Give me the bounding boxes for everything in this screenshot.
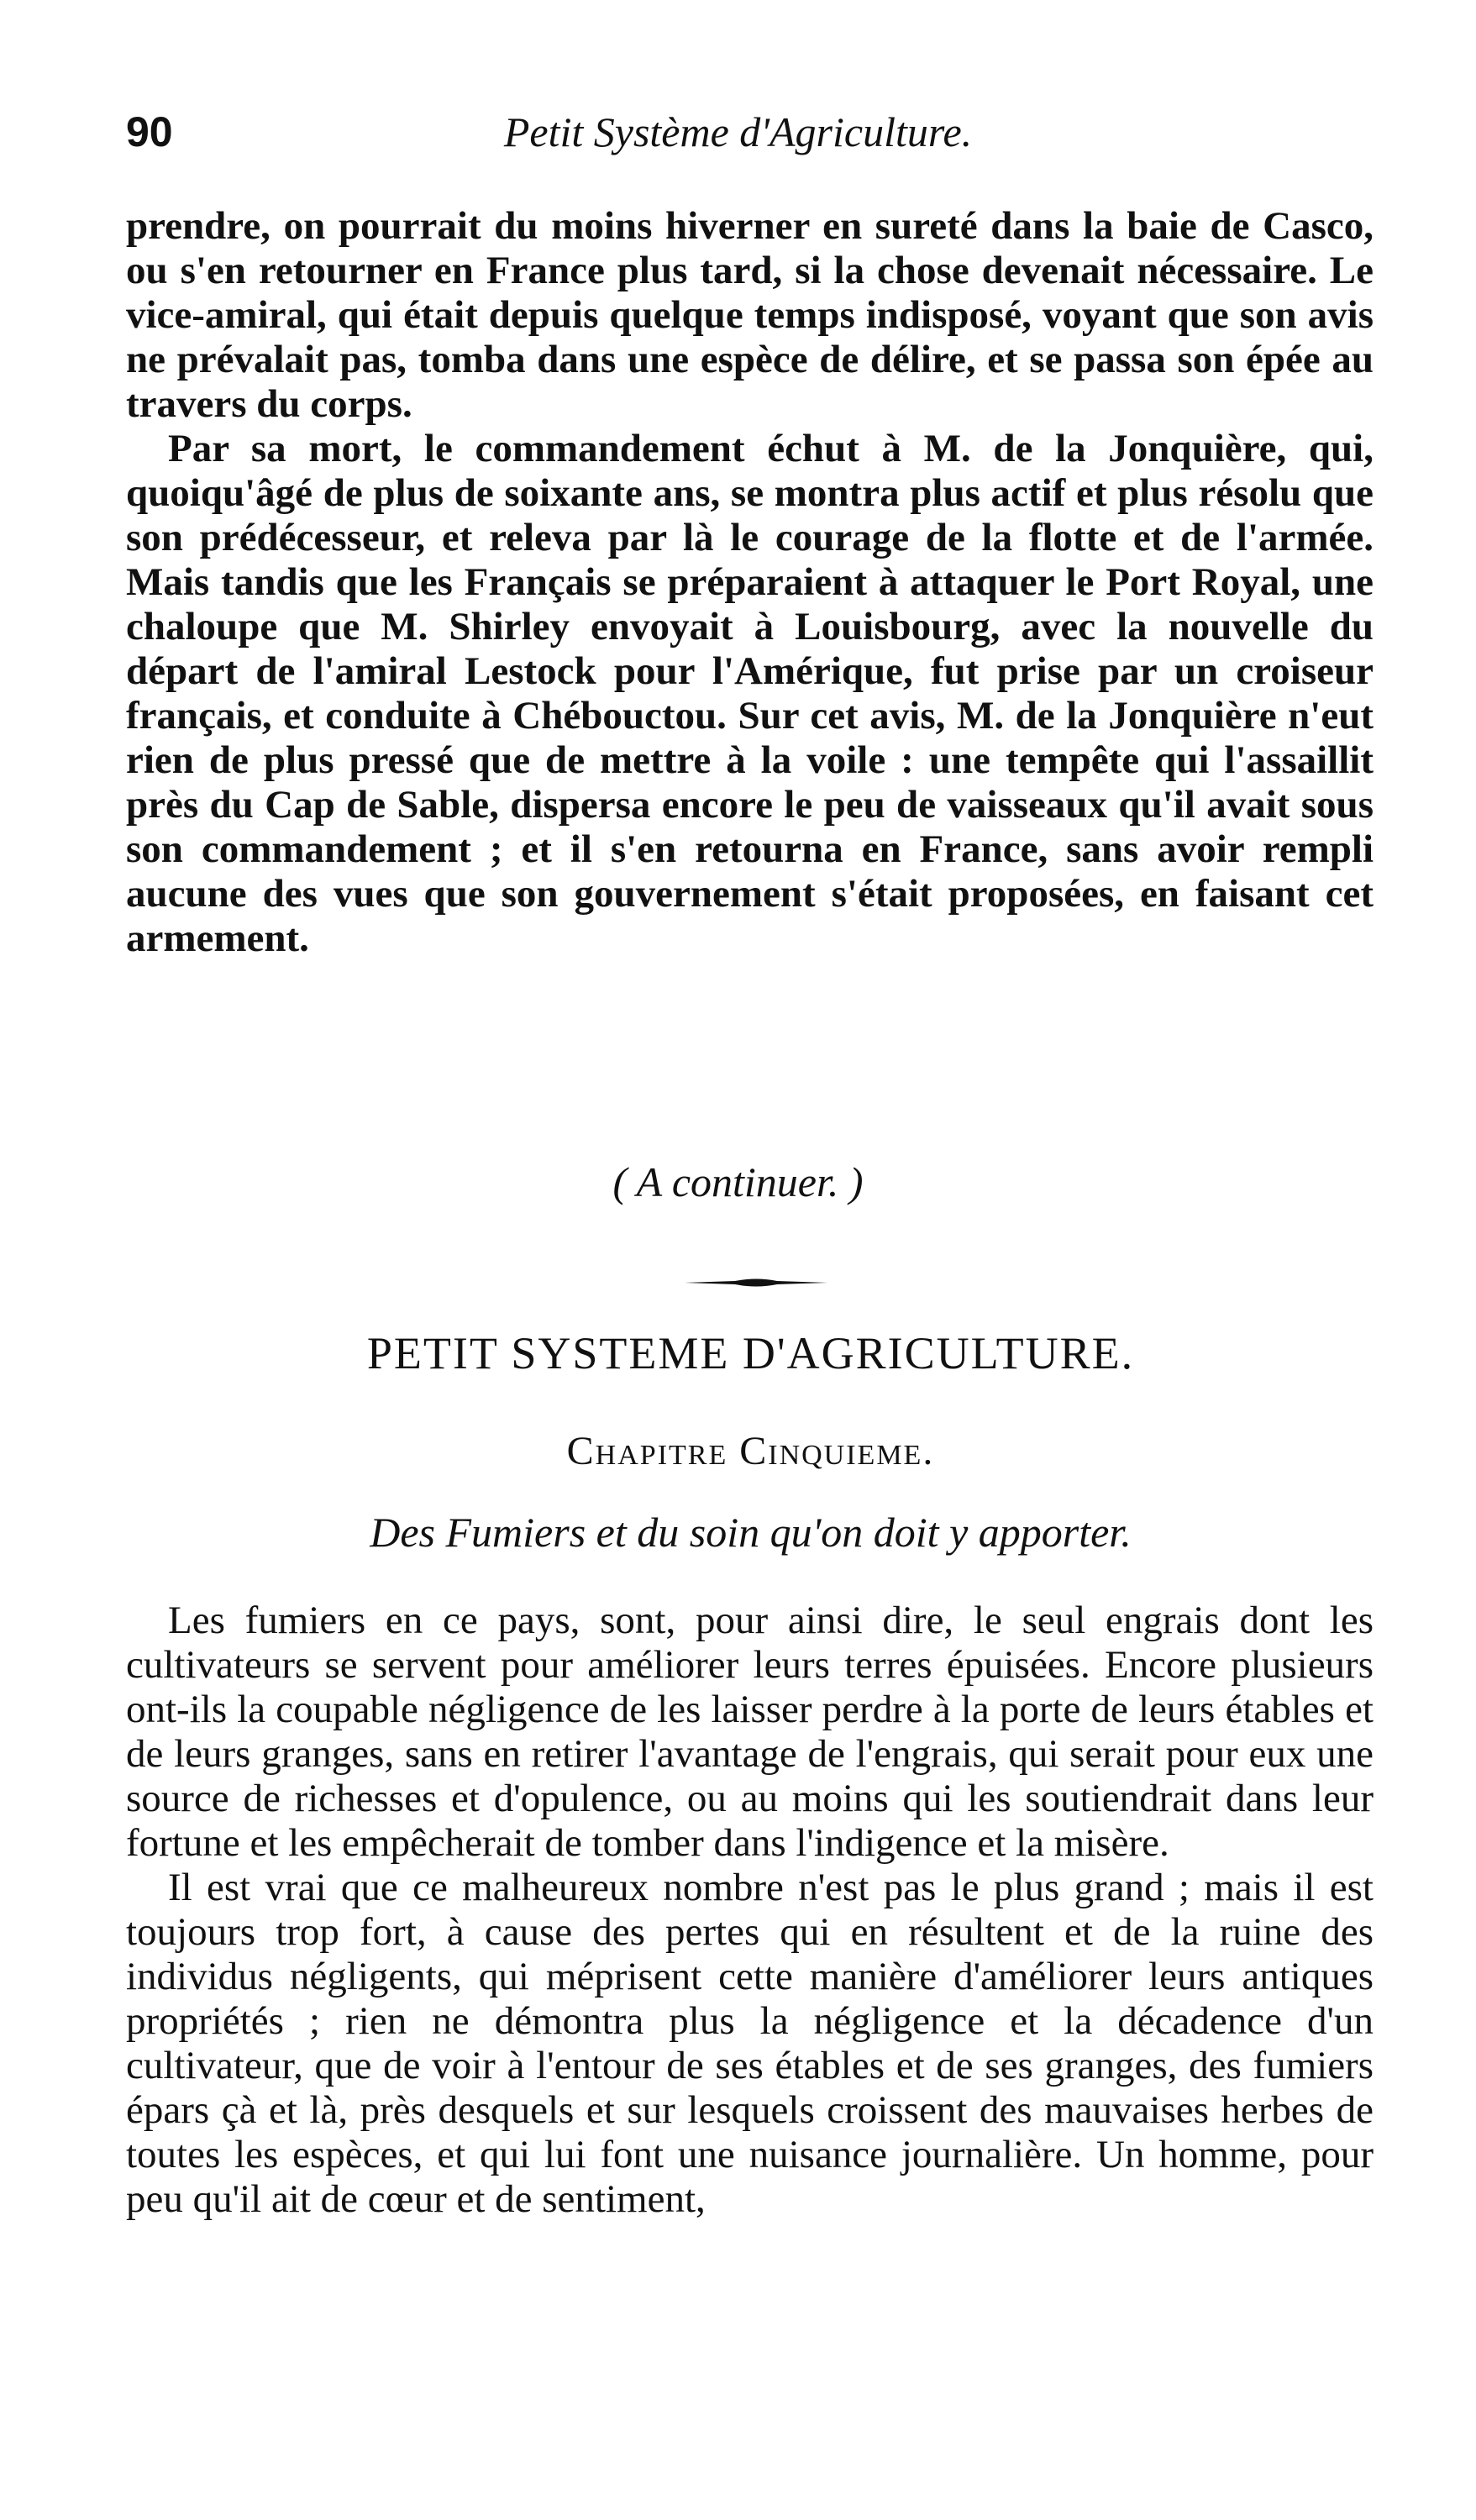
paragraph: Les fumiers en ce pays, sont, pour ainsi dire, le seul engrais dont les cultivateurs se servent pour améliorer leurs terres épuisées. Encore plusieurs ont-ils la coupable négligence de les laisser perdre à la porte de leurs étables et de leurs granges, sans en retirer l'avantage de l'engrais, qui serait pour eux une source de richesses et d'opulence, ou au moins qui les soutiendrait dans leur fortune et les empêcherait de tomber dans l'indigence et la misère. [126, 1599, 1374, 1865]
page-number: 90 [126, 108, 173, 155]
running-head: Petit Système d'Agriculture. [503, 108, 973, 155]
paragraph: Il est vrai que ce malheureux nombre n'est pas le plus grand ; mais il est toujours trop fort, à cause des pertes qui en résultent et de la ruine des individus négligents, qui méprisent cette manière d'améliorer leurs antiques propriétés ; rien ne démontra plus la négligence et la décadence d'un cultivateur, que de voir à l'entour de ses étables et de ses granges, des fumiers épars çà et là, près desquels et sur lesquels croissent des mauvaises herbes de toutes les espèces, et qui lui font une nuisance journalière. Un homme, pour peu qu'il ait de cœur et de sentiment, [126, 1866, 1374, 2221]
paragraph: Par sa mort, le commandement échut à M. de la Jonquière, qui, quoiqu'âgé de plus de soixante ans, se montra plus actif et plus résolu que son prédécesseur, et releva par là le courage de la flotte et de l'armée. Mais tandis que les Français se préparaient à attaquer le Port Royal, une chaloupe que M. Shirley envoyait à Louisbourg, avec la nouvelle du départ de l'amiral Lestock pour l'Amérique, fut prise par un croiseur français, et conduite à Chébouctou. Sur cet avis, M. de la Jonquière n'eut rien de plus pressé que de mettre à la voile : une tempête qui l'assaillit près du Cap de Sable, dispersa encore le peu de vaisseaux qu'il avait sous son commandement ; et il s'en retourna en France, sans avoir rempli aucune des vues que son gouvernement s'était proposées, en faisant cet armement. [126, 427, 1374, 960]
page-header [126, 108, 1350, 175]
chapter-subtitle: Des Fumiers et du soin qu'on doit y apporter. [370, 1509, 1132, 1556]
section-agriculture-text [126, 1599, 1374, 2222]
section-title: PETIT SYSTEME D'AGRICULTURE. [366, 1328, 1135, 1378]
section-history-text [126, 204, 1374, 961]
to-be-continued-note: ( A continuer. ) [612, 1158, 864, 1205]
paragraph: prendre, on pourrait du moins hiverner en sureté dans la baie de Casco, ou s'en retourner en France plus tard, si la chose devenait nécessaire. Le vice-amiral, qui était depuis quelque temps indisposé, voyant que son avis ne prévalait pas, tomba dans une espèce de délire, et se passa son épée au travers du corps. [126, 204, 1374, 426]
chapter-heading: Chapitre Cinquieme. [566, 1429, 935, 1473]
section-divider-ornament [685, 1277, 827, 1289]
